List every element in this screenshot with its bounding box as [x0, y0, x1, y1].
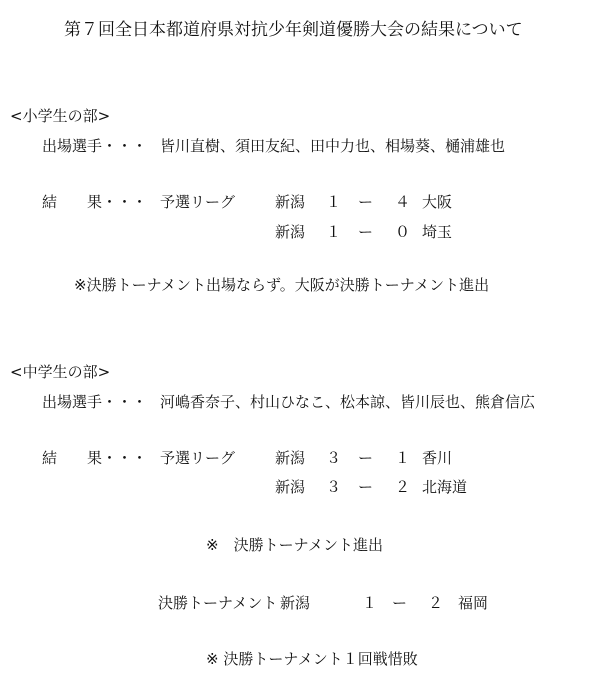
- opponent-name: 埼玉: [422, 223, 453, 241]
- note-elementary: ※決勝トーナメント出場ならず。大阪が決勝トーナメント進出: [74, 276, 490, 294]
- score-dash: ー: [358, 193, 374, 211]
- page-title: 第７回全日本都道府県対抗少年剣道優勝大会の結果について: [64, 20, 523, 40]
- note-advance-junior: ※ 決勝トーナメント進出: [206, 536, 383, 554]
- result-label-elementary: 結 果・・・: [42, 193, 148, 211]
- stage-label-junior: 予選リーグ: [160, 449, 236, 467]
- team-name: 新潟: [275, 193, 306, 211]
- team-name: 新潟: [275, 478, 306, 496]
- score-home: １: [326, 223, 342, 241]
- section-heading-junior: <中学生の部>: [10, 363, 111, 381]
- players-list-junior: 河嶋香奈子、村山ひなこ、松本諒、皆川辰也、熊倉信広: [160, 393, 536, 411]
- tournament-label: 決勝トーナメント: [158, 594, 278, 612]
- score-dash: ー: [392, 594, 408, 612]
- team-name: 新潟: [275, 223, 306, 241]
- opponent-name: 大阪: [422, 193, 453, 211]
- score-home: １: [362, 594, 378, 612]
- score-away: ０: [395, 223, 411, 241]
- result-label-junior: 結 果・・・: [42, 449, 148, 467]
- stage-label-elementary: 予選リーグ: [160, 193, 236, 211]
- section-heading-elementary: <小学生の部>: [10, 107, 111, 125]
- score-home: ３: [326, 449, 342, 467]
- score-dash: ー: [358, 449, 374, 467]
- score-dash: ー: [358, 478, 374, 496]
- score-dash: ー: [358, 223, 374, 241]
- score-away: ４: [395, 193, 411, 211]
- score-home: ３: [326, 478, 342, 496]
- score-away: ２: [428, 594, 444, 612]
- score-away: ２: [395, 478, 411, 496]
- players-label-junior: 出場選手・・・: [42, 393, 148, 411]
- opponent-name: 北海道: [422, 478, 468, 496]
- opponent-name: 香川: [422, 449, 453, 467]
- score-home: １: [326, 193, 342, 211]
- team-name: 新潟: [280, 594, 311, 612]
- score-away: １: [395, 449, 411, 467]
- note-final-junior: ※ 決勝トーナメント１回戦惜敗: [206, 650, 418, 668]
- players-list-elementary: 皆川直樹、須田友紀、田中力也、相場葵、樋浦雄也: [160, 137, 506, 155]
- opponent-name: 福岡: [458, 594, 489, 612]
- players-label-elementary: 出場選手・・・: [42, 137, 148, 155]
- team-name: 新潟: [275, 449, 306, 467]
